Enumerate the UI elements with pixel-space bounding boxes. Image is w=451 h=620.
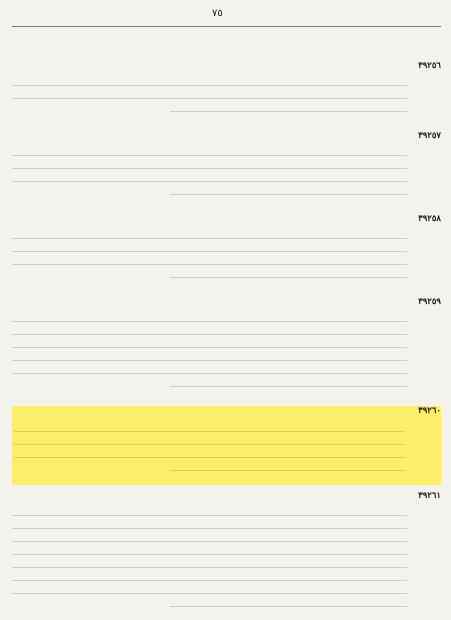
hadith-text [12,61,407,73]
hadith-text [12,131,407,143]
hadith-reference [12,610,441,620]
text-lines [12,238,407,278]
hadith-entry [12,297,441,400]
hadith-reference [14,474,439,484]
page-header [12,6,441,27]
hadith-text [14,407,405,419]
text-lines [12,321,407,387]
hadith-number: ٣٩٢٦٠ [418,406,441,416]
page-number: ٧٥ [212,8,223,19]
hadith-entry [12,131,441,208]
hadith-reference [12,281,441,291]
hadith-number: ٣٩٢٥٧ [418,131,441,141]
text-lines [12,155,407,195]
highlighted-hadith-entry [12,406,441,485]
hadith-number: ٣٩٢٥٦ [418,61,441,71]
hadith-number: ٣٩٢٥٨ [418,214,441,224]
hadith-entry [12,61,441,125]
hadith-reference [12,198,441,208]
hadith-text [12,491,407,503]
hadith-entry [12,491,441,620]
text-lines [12,515,407,607]
hadith-reference [12,115,441,125]
text-lines [14,431,405,471]
hadith-reference [12,390,441,400]
hadith-number: ٣٩٢٥٩ [418,297,441,307]
text-lines [12,85,407,112]
hadith-entry [12,214,441,291]
hadith-text [12,297,407,309]
hadith-text [12,214,407,226]
hadith-number: ٣٩٢٦١ [418,491,441,501]
